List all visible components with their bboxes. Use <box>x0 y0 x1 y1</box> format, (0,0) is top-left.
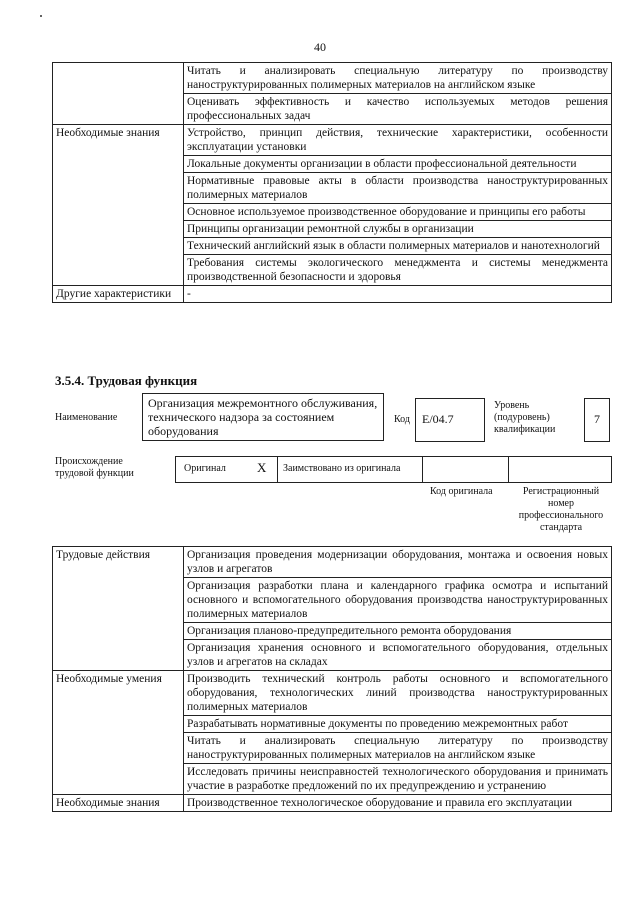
row-label: Необходимые знания <box>53 125 184 286</box>
table-cell: Разрабатывать нормативные документы по проведению межремонтных работ <box>184 716 612 733</box>
table-cell: Технический английский язык в области полимерных материалов и нанотехнологий <box>184 238 612 255</box>
competency-table-bottom <box>52 546 612 812</box>
table-cell: Организация разработки плана и календарного графика осмотра и испытаний основного и вспомогательного оборудования производства наноструктурированных полимерных материалов <box>184 578 612 623</box>
table-cell: Производить технический контроль работы основного и вспомогательного оборудования, технологических линий производства наноструктурированных полимерных материалов <box>184 671 612 716</box>
table-row <box>53 63 612 94</box>
original-mark: X <box>257 460 267 475</box>
origin-divider-2 <box>422 456 423 483</box>
table-cell: Устройство, принцип действия, технические характеристики, особенности эксплуатации установки <box>184 125 612 156</box>
table-cell: Нормативные правовые акты в области производства наноструктурированных полимерных материалов <box>184 173 612 204</box>
table-cell: Основное используемое производственное оборудование и принципы его работы <box>184 204 612 221</box>
borrowed-label: Заимствовано из оригинала <box>283 463 401 474</box>
row-label: Необходимые знания <box>53 795 184 812</box>
function-name: Организация межремонтного обслуживания, технического надзора за состоянием оборудования <box>148 396 378 438</box>
function-name-box <box>142 393 384 441</box>
table-row <box>53 286 612 303</box>
origin-divider-1 <box>277 456 278 483</box>
row-label: Трудовые действия <box>53 547 184 671</box>
table-row <box>53 547 612 578</box>
name-label: Наименование <box>55 412 118 423</box>
table-cell: Требования системы экологического менеджмента и системы менеджмента производственной безопасности и здоровья <box>184 255 612 286</box>
table-row <box>53 671 612 716</box>
table-cell: - <box>184 286 612 303</box>
code-box <box>415 398 485 442</box>
code-value: E/04.7 <box>422 412 454 426</box>
table-cell: Организация хранения основного и вспомогательного оборудования, отдельных узлов и агрегатов на складах <box>184 640 612 671</box>
table-cell: Производственное технологическое оборудование и правила его эксплуатации <box>184 795 612 812</box>
page-number: 40 <box>314 40 326 54</box>
code-label: Код <box>394 414 410 425</box>
level-label: Уровень (подуровень) квалификации <box>494 400 556 435</box>
table-cell: Исследовать причины неисправностей технологического оборудования и принимать участие в разработке предложений по их предупреждению и устранению <box>184 764 612 795</box>
row-label: Другие характеристики <box>53 286 184 303</box>
table-cell: Принципы организации ремонтной службы в организации <box>184 221 612 238</box>
reg-number-caption: Регистрационный номер профессионального стандарта <box>518 486 604 533</box>
code-original-caption: Код оригинала <box>430 486 493 497</box>
table-cell: Оценивать эффективность и качество используемых методов решения профессиональных задач <box>184 94 612 125</box>
table-cell: Читать и анализировать специальную литературу по производству наноструктурированных полимерных материалов на английском языке <box>184 63 612 94</box>
table-row <box>53 125 612 156</box>
table-cell: Организация планово-предупредительного ремонта оборудования <box>184 623 612 640</box>
origin-divider-3 <box>508 456 509 483</box>
row-label: Необходимые умения <box>53 671 184 795</box>
level-value: 7 <box>594 412 600 426</box>
table-row <box>53 795 612 812</box>
competency-table-top <box>52 62 612 303</box>
table-cell: Локальные документы организации в области профессиональной деятельности <box>184 156 612 173</box>
level-box <box>584 398 610 442</box>
scan-speck <box>40 15 42 17</box>
origin-label: Происхождение трудовой функции <box>55 456 134 479</box>
section-heading: 3.5.4. Трудовая функция <box>55 373 198 388</box>
original-label: Оригинал <box>184 463 226 474</box>
table-cell: Читать и анализировать специальную литературу по производству наноструктурированных полимерных материалов на английском языке <box>184 733 612 764</box>
table-cell: Организация проведения модернизации оборудования, монтажа и освоения новых узлов и агрегатов <box>184 547 612 578</box>
row-label <box>53 63 184 125</box>
